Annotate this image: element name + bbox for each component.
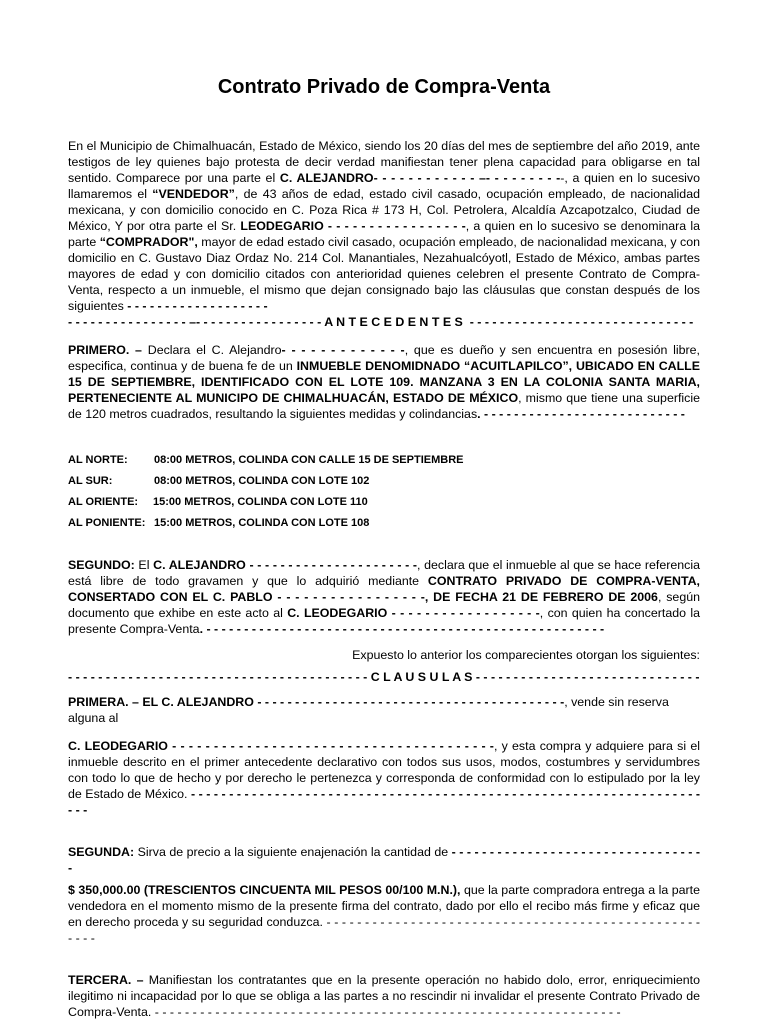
primero-label: PRIMERO. –	[68, 343, 142, 357]
medida-label: AL ORIENTE:	[68, 496, 139, 508]
medida-oriente	[68, 494, 700, 510]
primero-text-3: , mismo que tiene una superficie de 120 metros cuadrados, resultando la siguientes medidas y colindancias	[68, 391, 700, 421]
expuesto-line: Expuesto lo anterior los comparecientes otorgan los siguientes:	[352, 648, 700, 662]
primero-text-2: , que es dueño y sen encuentra en posesión libre, especifica, continua y de buena fe de un	[68, 343, 700, 373]
medida-norte	[68, 452, 700, 468]
medidas-list	[68, 452, 700, 531]
intro-text-5: mayor de edad estado civil casado, ocupación empleado, de nacionalidad mexicana, y con domicilio en C. Gustavo Diaz Ordaz No. 214 Col. Manantiales, Nezahualcóyotl, Estado de México, ambas partes mayores de edad y con domicilio citados con anterioridad quienes celebren el presente Contrato de Compra-Venta, respecto a un inmueble, el mismo que dejan consignado bajo las cláusulas que constan después de los siguientes	[68, 235, 701, 313]
intro-dash-fill: - - - - - - - - - - - - - - - - - - -	[127, 299, 268, 313]
intro-text-1: En el Municipio de Chimalhuacán, Estado de México, siendo los 20 días del mes de septiembre del año 2019, ante testigos de ley quienes bajo protesta de decir verdad manifiestan tener plena capacidad para obligarse en tal sentido. Comparece por una parte el	[68, 139, 700, 185]
primero-text-1: Declara el C. Alejandro	[141, 343, 282, 357]
primera-text: , vende sin reserva alguna al	[68, 695, 669, 725]
clausulas-heading: - - - - - - - - - - - - - - - - - - - - - - - - - - - - - - - - - - - - - - - - C L A U S U L A S - - - - - - - - - - - - - - - - - - - - - - - - - - - - - -	[68, 670, 700, 684]
segundo-contract: CONTRATO PRIVADO DE COMPRA-VENTA, CONSERTADO CON EL C. PABLO - - - - - - - - - - - - - - - - -, DE FECHA 21 DE FEBRERO DE 2006	[68, 574, 700, 604]
segundo-buyer: C. LEODEGARIO - - - - - - - - - - - - - - - - - -	[287, 606, 540, 620]
tercera-clause	[68, 972, 700, 1020]
segunda-clause-body	[68, 882, 700, 946]
document-title: Contrato Privado de Compra-Venta	[217, 76, 551, 98]
medida-value: 08:00 METROS, COLINDA CON CALLE 15 DE SEPTIEMBRE	[154, 454, 464, 466]
intro-seller-role: “VENDEDOR”	[152, 187, 235, 201]
intro-buyer-role: “COMPRADOR",	[99, 235, 198, 249]
tercera-text: Manifiestan los contratantes que en la presente operación no habido dolo, error, enriquecimiento ilegitimo ni incapacidad por lo que se obliga a las partes a no rescindir ni invalidar el presente Contrato Privado de Compra-Venta. - - - - - - - - - - - - - - - - - - - - - - - - - - - - - - - - - - - - - - - - - - - - - - - - - - - - - - - - - - - - - -	[68, 973, 700, 1019]
primera-body-text: , y esta compra y adquiere para si el inmueble descrito en el primer antecedente declarativo con todos sus usos, modos, costumbres y servidumbres con todo lo que de hecho y por derecho le pertenezca y corresponda de conformidad con lo estipulado por la ley de Estado de México.	[68, 739, 700, 801]
primera-label: PRIMERA. – EL C. ALEJANDRO - - - - - - - - - - - - - - - - - - - - - - - - - - - - - - - - - - - - - - - - -	[68, 695, 565, 709]
segunda-text: Sirva de precio a la siguiente enajenación la cantidad de	[134, 845, 452, 859]
segundo-text-3: , según documento que exhibe en este acto al	[68, 590, 700, 620]
primero-paragraph	[68, 342, 700, 422]
intro-text-3: , de 43 años de edad, estado civil casado, ocupación empleado, de nacionalidad mexicana, y con domicilio conocido en C. Poza Rica # 173 H, Col. Petrolera, Alcaldía Azcapotzalco, Ciudad de México, Y por otra parte el Sr.	[68, 187, 700, 233]
primero-dash: - - - - - - - - - - - - -	[281, 343, 405, 357]
segundo-seller: C. ALEJANDRO - - - - - - - - - - - - - - - - - - - - - -	[153, 558, 418, 572]
medida-poniente	[68, 515, 700, 531]
medida-value: 08:00 METROS, COLINDA CON LOTE 102	[154, 475, 370, 487]
primero-dash-fill: . - - - - - - - - - - - - - - - - - - - - - - - - - - -	[477, 407, 685, 421]
primero-property: INMUEBLE DENOMIDNADO “ACUITLAPILCO”, UBICADO EN CALLE 15 DE SEPTIEMBRE, IDENTIFICADO CON EL LOTE 109. MANZANA 3 EN LA COLONIA SANTA MARIA, PERTENECIENTE AL MUNICIPO DE CHIMALHUACÁN, ESTADO DE MÉXICO	[68, 359, 701, 405]
segunda-dash: - - - - - - - - - - - - - - - - - - - - - - - - - - - - - - - - - -	[68, 845, 700, 875]
intro-text-4: , a quien en lo sucesivo se denominara la parte	[68, 219, 701, 249]
segundo-text-1: El	[134, 558, 154, 572]
medida-label: AL NORTE:	[68, 454, 128, 466]
segunda-body-text: que la parte compradora entrega a la parte vendedora en el momento mismo de la presente firma del contrato, dado por ello el recibo más firme y eficaz que en derecho proceda y su seguridad conduzca. - - - - - - - - - - - - - - - - - - - - - - - - - - - - - - - - - - - - - - - - - - - - - - - - - - - - -	[68, 883, 700, 945]
segundo-dash-fill: . - - - - - - - - - - - - - - - - - - - - - - - - - - - - - - - - - - - - - - - - - - - - - - - - - - - - -	[199, 622, 605, 636]
segundo-text-2: , declara que el inmueble al que se hace referencia está libre de todo gravamen y que lo adquirió mediante	[68, 558, 700, 588]
medida-sur	[68, 473, 700, 489]
segundo-text-4: , con quien ha concertado la presente Compra-Venta	[68, 606, 700, 636]
segundo-paragraph	[68, 557, 700, 637]
segunda-clause-line	[68, 844, 700, 876]
segundo-label: SEGUNDO:	[68, 558, 135, 572]
antecedentes-heading: - - - - - - - - - - - - - - - - –- - - - - - - - - - - - - - - - - A N T E C E D E N T E S - - - - - - - - - - - - - - - - - - - - - - - - - - - - - -	[68, 315, 694, 329]
segunda-price: $ 350,000.00 (TRESCIENTOS CINCUENTA MIL PESOS 00/100 M.N.),	[68, 883, 461, 897]
primera-buyer: C. LEODEGARIO - - - - - - - - - - - - - - - - - - - - - - - - - - - - - - - - - - - - - - -	[68, 739, 494, 753]
medida-label: AL SUR:	[68, 475, 113, 487]
medida-value: 15:00 METROS, COLINDA CON LOTE 108	[154, 517, 370, 529]
tercera-label: TERCERA. –	[68, 973, 144, 987]
primera-clause-body	[68, 738, 700, 818]
intro-paragraph	[68, 138, 700, 314]
primera-dash-fill: - - - - - - - - - - - - - - - - - - - - - - - - - - - - - - - - - - - - - - - - - - - - - - - - - - - - - - - - - - - - - - - - - - - - - -	[68, 787, 700, 817]
primera-clause-line	[68, 694, 700, 726]
intro-text-2: -, a quien en lo sucesivo llamaremos el	[68, 171, 701, 201]
intro-seller-name: C. ALEJANDRO- - - - - - - - - - - - –- - - - - - - - -	[279, 171, 561, 185]
medida-value: 15:00 METROS, COLINDA CON LOTE 110	[153, 496, 368, 508]
intro-buyer-name: LEODEGARIO - - - - - - - - - - - - - - - - -	[240, 219, 466, 233]
medida-label: AL PONIENTE:	[68, 517, 146, 529]
segunda-label: SEGUNDA:	[68, 845, 135, 859]
